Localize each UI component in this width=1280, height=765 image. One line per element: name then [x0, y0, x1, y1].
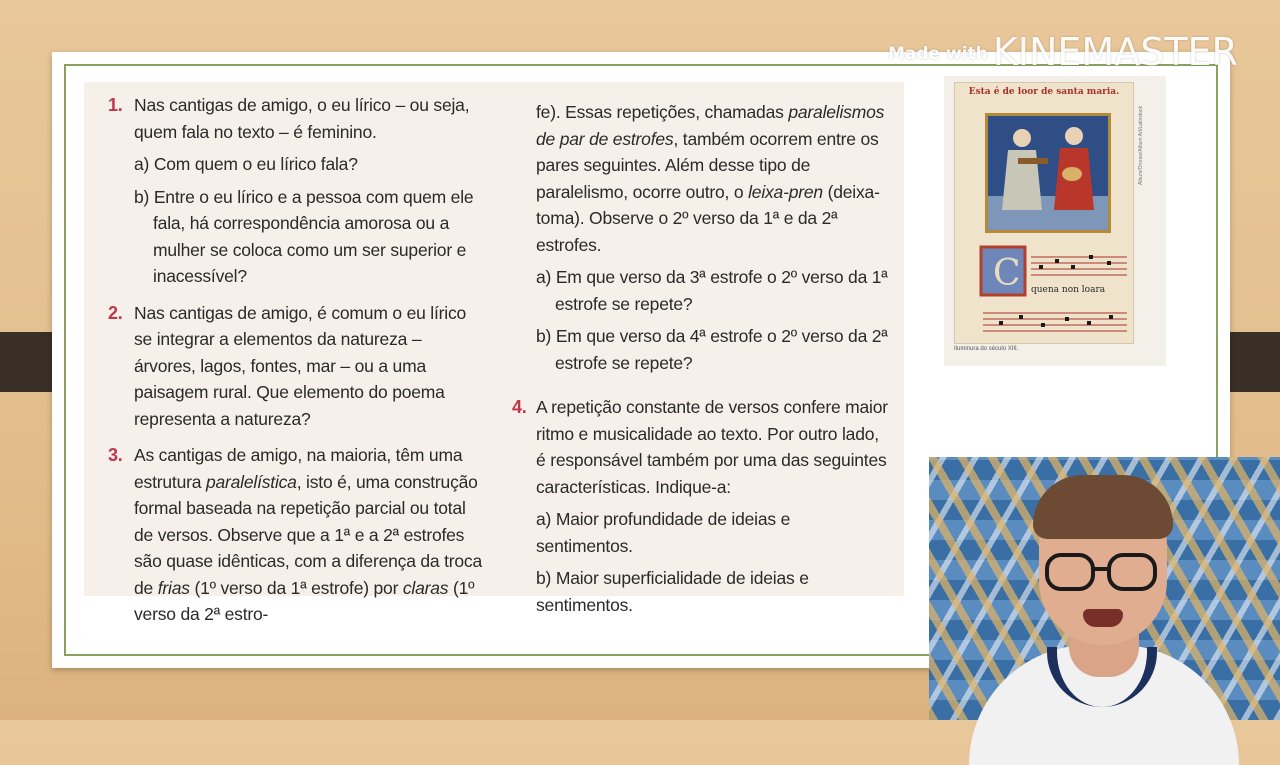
question-3 — [108, 442, 484, 628]
right-column — [512, 99, 888, 628]
svg-text:C: C — [993, 253, 1021, 294]
image-credit: Album/Oronoz/Album Art/Latinstock — [1138, 106, 1144, 185]
question-2 — [108, 300, 484, 433]
text-run: , isto é, uma construção formal baseada na repetição parcial ou total de versos. Observe que a 1ª e a 2ª estrofes são quase idênticas, com a diferença da troca de — [134, 471, 483, 598]
musicians-icon — [988, 116, 1108, 230]
question-text: Nas cantigas de amigo, é comum o eu lírico se integrar a elementos da natureza – árvores, lagos, fontes, mar – ou a uma paisagem rural. Que elemento do poema representa a natureza? — [134, 302, 467, 429]
kinemaster-watermark — [888, 30, 1238, 74]
italic-term: frias — [157, 577, 190, 598]
illumination-image — [954, 82, 1134, 344]
question-number: 3. — [108, 445, 123, 465]
textbook-page-scan — [84, 82, 904, 624]
text-run: fe). Essas repetições, chamadas — [536, 102, 789, 122]
question-number: 2. — [108, 302, 123, 323]
question-3-continued — [536, 99, 888, 376]
italic-term: paralelismos de par de estrofes — [536, 102, 885, 149]
glasses-bridge — [1093, 567, 1109, 571]
presenter-webcam — [929, 457, 1280, 720]
question-number: 4. — [512, 397, 527, 417]
left-column — [108, 92, 484, 638]
glasses-right-lens — [1107, 553, 1157, 591]
question-number: 1. — [108, 95, 123, 115]
option-b: b) Maior superficialidade de ideias e sentimentos. — [536, 568, 809, 615]
option-a: a) Maior profundidade de ideias e sentimentos. — [536, 509, 791, 556]
musicians-scene — [985, 113, 1111, 233]
illumination-caption: Iluminura do século XIII. — [954, 346, 1019, 352]
italic-term: claras — [402, 577, 449, 598]
text-run: (1º verso da 2ª estro- — [134, 577, 475, 624]
glasses-left-lens — [1045, 553, 1095, 591]
question-text-part-2 — [536, 99, 888, 258]
question-text: Nas cantigas de amigo, o eu lírico – ou seja, quem fala no texto – é feminino. — [134, 95, 470, 142]
option-b: b) Em que verso da 4ª estrofe o 2º verso da 2ª estrofe se repete? — [536, 326, 888, 373]
text-run: (deixa-toma). Observe o 2º verso da 1ª e da 2ª estrofes. — [536, 181, 880, 255]
question-1 — [108, 92, 484, 290]
option-a: a) Com quem o eu lírico fala? — [134, 154, 358, 174]
italic-term: leixa-pren — [748, 181, 823, 202]
presenter-mouth — [1083, 609, 1123, 627]
question-text-part-1 — [134, 442, 484, 628]
medieval-illumination — [944, 76, 1166, 366]
text-run: As cantigas de amigo, na maioria, têm uma estrutura — [134, 445, 463, 492]
italic-term: paralelística — [205, 471, 297, 492]
option-a: a) Em que verso da 3ª estrofe o 2º verso da 1ª estrofe se repete? — [536, 267, 888, 314]
presenter-hair — [1033, 475, 1173, 539]
illumination-title: Esta é de loor de santa maria. — [968, 87, 1120, 97]
option-b: b) Entre o eu lírico e a pessoa com quem ele fala, há correspondência amorosa ou a mulher se coloca como um ser superior e inacessível? — [134, 186, 474, 286]
watermark-made-with: Made with — [888, 44, 988, 64]
text-run: , também ocorrem entre os pares seguintes. Além desse tipo de paralelismo, ocorre outro, o — [536, 128, 879, 202]
music-lyric: quena non loara — [1031, 285, 1106, 295]
question-text: A repetição constante de versos confere maior ritmo e musicalidade ao texto. Por outro lado, é responsável também por uma das seguintes características. Indique-a: — [536, 397, 888, 497]
text-run: (1º verso da 1ª estrofe) por — [189, 577, 403, 598]
watermark-brand: KINEMASTER — [992, 30, 1238, 74]
question-4 — [512, 394, 888, 618]
